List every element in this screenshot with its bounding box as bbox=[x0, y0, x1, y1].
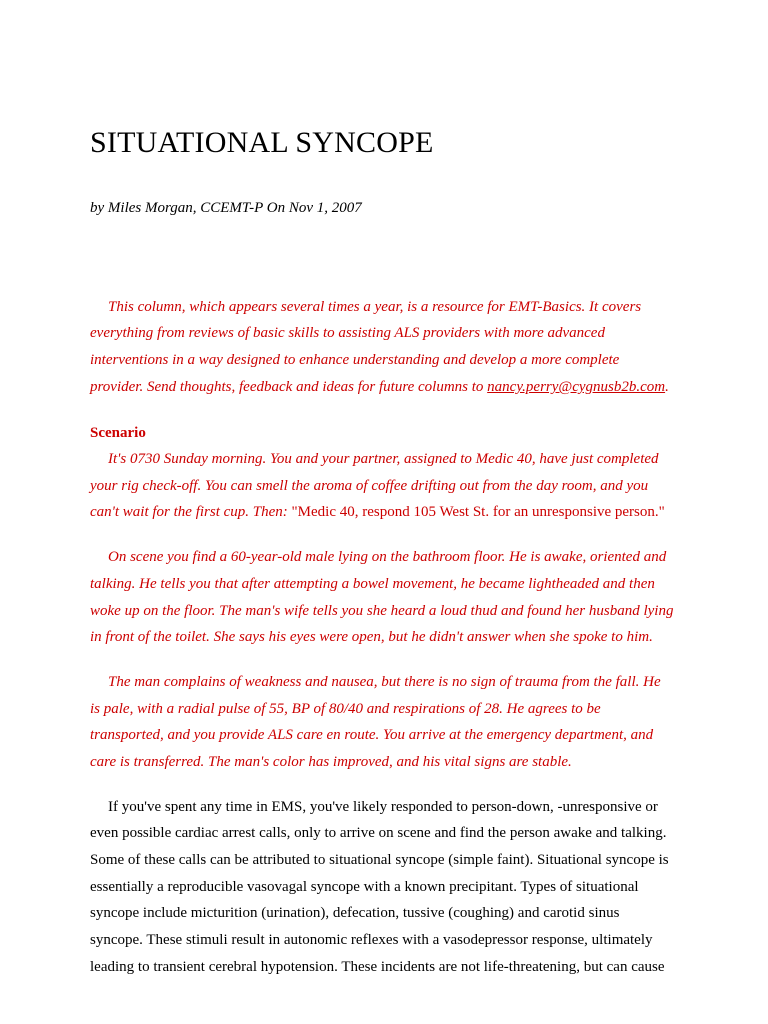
body-line-4: essentially a reproducible vasovagal syncope with a known precipitant. Types of situational bbox=[90, 879, 639, 895]
body-line-2: even possible cardiac arrest calls, only to arrive on scene and find the person awake and talking. bbox=[90, 825, 667, 841]
scenario-p2-line-3: woke up on the floor. The man's wife tells you she heard a loud thud and found her husband lying bbox=[90, 603, 674, 619]
intro-line-1: This column, which appears several times a year, is a resource for EMT-Basics. It covers bbox=[108, 299, 642, 315]
scenario-p2-line-1: On scene you find a 60-year-old male lying on the bathroom floor. He is awake, oriented and bbox=[108, 549, 667, 565]
intro-line-4-end: . bbox=[665, 379, 669, 395]
scenario-p2-line-4: in front of the toilet. She says his eyes were open, but he didn't answer when she spoke to him. bbox=[90, 629, 653, 645]
scenario-p1-line-3a: can't wait for the first cup. Then: bbox=[90, 504, 292, 520]
intro-line-4 bbox=[90, 379, 669, 396]
scenario-p1-line-3 bbox=[90, 504, 665, 521]
scenario-p1-line-1: It's 0730 Sunday morning. You and your partner, assigned to Medic 40, have just completed bbox=[108, 451, 659, 467]
article-title: SITUATIONAL SYNCOPE bbox=[90, 126, 434, 159]
scenario-p3-line-4: care is transferred. The man's color has improved, and his vital signs are stable. bbox=[90, 754, 572, 770]
intro-line-4-text: provider. Send thoughts, feedback and ideas for future columns to bbox=[90, 379, 484, 395]
body-line-6: syncope. These stimuli result in autonomic reflexes with a vasodepressor response, ultimately bbox=[90, 932, 653, 948]
article-byline: by Miles Morgan, CCEMT-P On Nov 1, 2007 bbox=[90, 200, 362, 216]
scenario-p1-line-2: your rig check-off. You can smell the aroma of coffee drifting out from the day room, and you bbox=[90, 478, 649, 494]
email-link[interactable]: nancy.perry@cygnusb2b.com bbox=[487, 379, 666, 395]
intro-line-2: everything from reviews of basic skills to assisting ALS providers with more advanced bbox=[90, 325, 605, 341]
scenario-p3-line-3: transported, and you provide ALS care en route. You arrive at the emergency department, and bbox=[90, 727, 654, 743]
scenario-heading: Scenario bbox=[90, 425, 146, 441]
body-line-7: leading to transient cerebral hypotension. These incidents are not life-threatening, but can cause bbox=[90, 959, 665, 975]
intro-line-3: interventions in a way designed to enhance understanding and develop a more complete bbox=[90, 352, 620, 368]
body-line-1: If you've spent any time in EMS, you've likely responded to person-down, -unresponsive or bbox=[108, 799, 658, 815]
dispatch-quote: "Medic 40, respond 105 West St. for an unresponsive person." bbox=[291, 504, 665, 520]
scenario-p3-line-2: is pale, with a radial pulse of 55, BP of 80/40 and respirations of 28. He agrees to be bbox=[90, 701, 601, 717]
scenario-p2-line-2: talking. He tells you that after attempting a bowel movement, he became lightheaded and then bbox=[90, 576, 655, 592]
scenario-p3-line-1: The man complains of weakness and nausea, but there is no sign of trauma from the fall. He bbox=[108, 674, 661, 690]
body-line-3: Some of these calls can be attributed to situational syncope (simple faint). Situational syncope is bbox=[90, 852, 669, 868]
body-line-5: syncope include micturition (urination), defecation, tussive (coughing) and carotid sinus bbox=[90, 905, 620, 921]
